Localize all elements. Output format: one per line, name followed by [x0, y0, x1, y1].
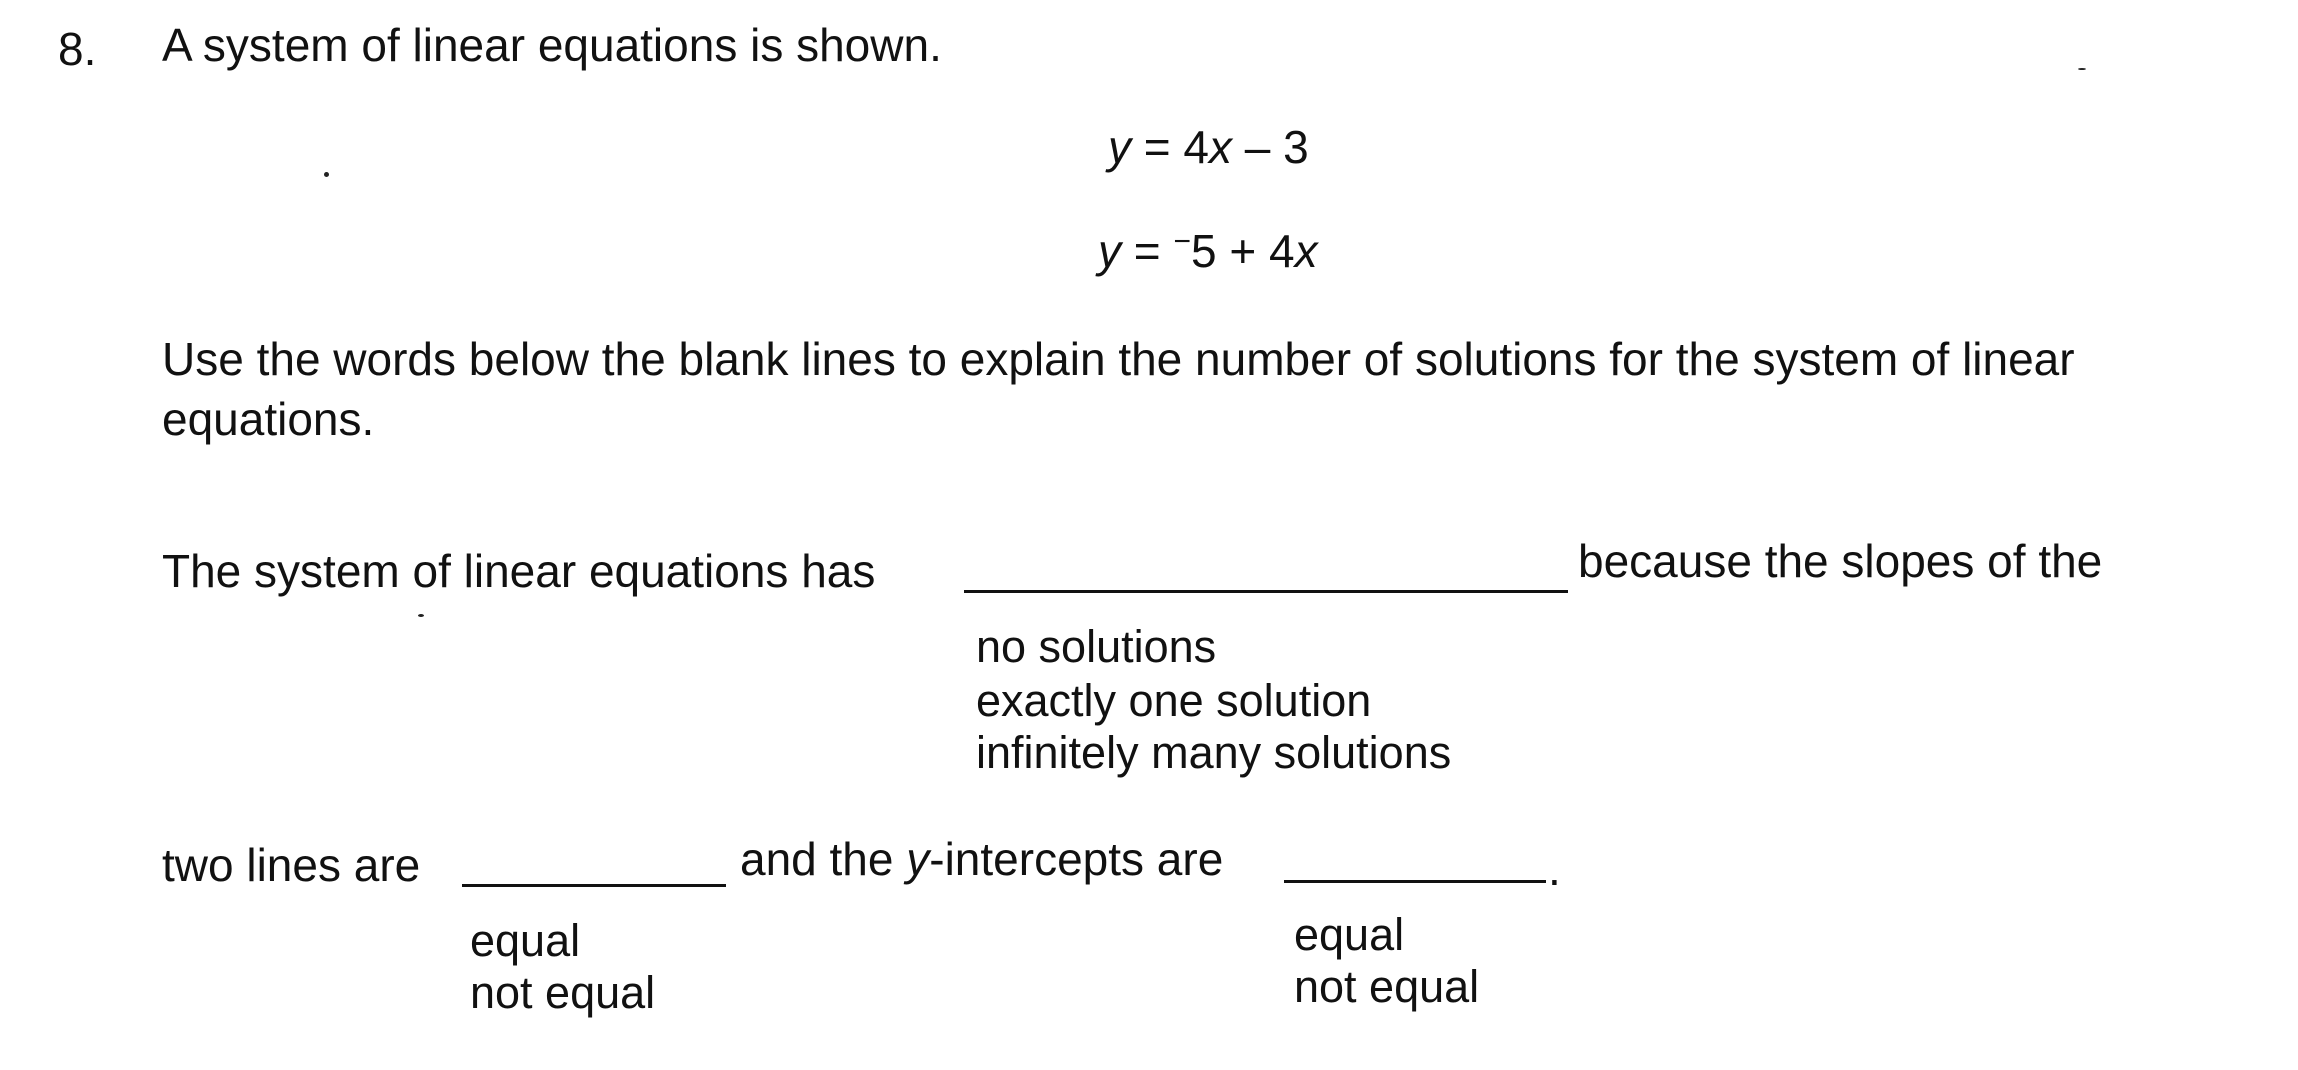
equation-2 — [1098, 225, 1318, 277]
equation-1 — [1108, 121, 1309, 173]
scan-speck — [2078, 68, 2086, 70]
slopes-blank[interactable] — [462, 884, 726, 887]
instruction-line-2: equations. — [162, 393, 375, 445]
intercepts-option-equal[interactable]: equal — [1294, 909, 1405, 960]
question-number: 8. — [58, 23, 97, 75]
equation-1-rest: – 3 — [1232, 121, 1309, 173]
intercepts-blank[interactable] — [1284, 880, 1546, 883]
equation-2-x: x — [1294, 225, 1318, 277]
equation-1-equals: = 4 — [1131, 121, 1210, 173]
scan-speck — [418, 614, 424, 617]
equation-1-x: x — [1209, 121, 1233, 173]
equation-2-negative-sign: − — [1173, 225, 1191, 258]
intercepts-option-not-equal[interactable]: not equal — [1294, 961, 1480, 1012]
sentence-1-before: The system of linear equations has — [162, 545, 876, 597]
sentence-2-middle — [740, 833, 1224, 885]
equation-1-variable: y — [1108, 121, 1131, 173]
equation-2-number: 5 + 4 — [1190, 225, 1295, 277]
question-intro: A system of linear equations is shown. — [162, 19, 942, 71]
sentence-2-middle-suffix: -intercepts are — [929, 833, 1224, 885]
instruction-line-1: Use the words below the blank lines to explain the number of solutions for the system of linear — [162, 333, 2075, 385]
sentence-2-end: . — [1548, 843, 1561, 895]
solutions-option-infinite[interactable]: infinitely many solutions — [976, 727, 1452, 778]
scan-speck — [324, 172, 329, 177]
sentence-1-after: because the slopes of the — [1578, 535, 2103, 587]
equation-2-variable: y — [1098, 225, 1121, 277]
slopes-option-equal[interactable]: equal — [470, 915, 581, 966]
sentence-2-middle-prefix: and the — [740, 833, 907, 885]
sentence-2-before: two lines are — [162, 839, 421, 891]
solutions-blank[interactable] — [964, 590, 1568, 593]
sentence-2-variable: y — [906, 833, 930, 885]
equation-2-equals: = — [1121, 225, 1174, 277]
solutions-option-none[interactable]: no solutions — [976, 621, 1217, 672]
slopes-option-not-equal[interactable]: not equal — [470, 967, 656, 1018]
solutions-option-one[interactable]: exactly one solution — [976, 675, 1372, 726]
